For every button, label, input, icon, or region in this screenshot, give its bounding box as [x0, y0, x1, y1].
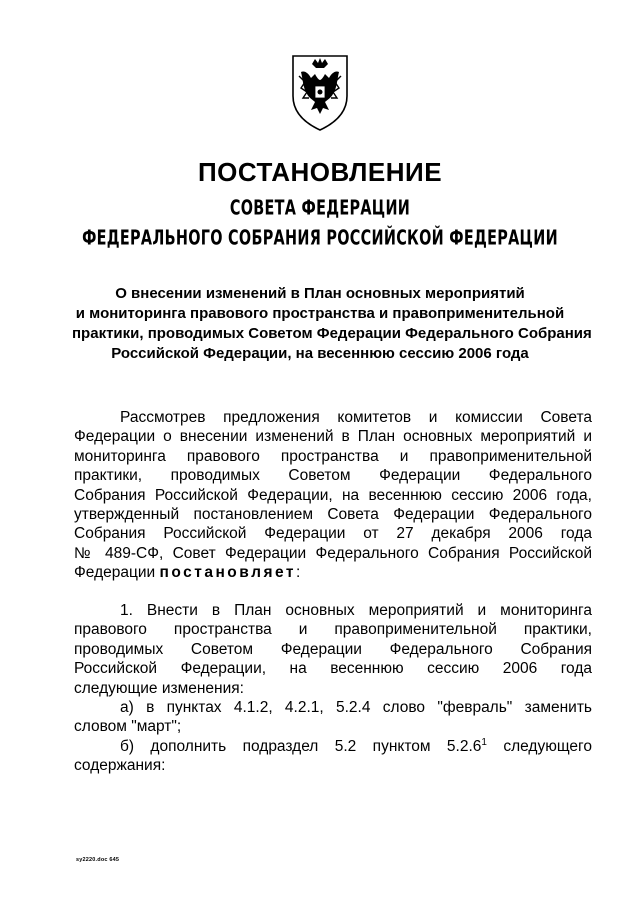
paragraph-line: практики, проводимых Советом Федерации Федерального	[74, 467, 592, 485]
paragraph-line: Рассмотрев предложения комитетов и комиссии Совета	[120, 409, 592, 426]
paragraph-text: Федерации	[74, 564, 160, 582]
heading-line: практики, проводимых Советом Федерации Федерального Собрания	[72, 325, 592, 342]
paragraph-line: № 489-СФ, Совет Федерации Федерального Собрания Российской	[74, 544, 592, 562]
heading-line: Российской Федерации, на весеннюю сессию 2006 года	[111, 345, 529, 362]
item-1-paragraph	[74, 601, 592, 776]
paragraph-line: Собрания Российской Федерации от 27 декабря 2006 года	[74, 525, 592, 543]
heading-line: О внесении изменений в План основных мероприятий	[115, 285, 525, 302]
resolution-heading	[72, 284, 592, 364]
subitem-b-line: содержания:	[74, 757, 166, 775]
colon: :	[296, 564, 301, 582]
subitem-a-line: а) в пунктах 4.1.2, 4.2.1, 5.2.4 слово "февраль" заменить	[120, 698, 592, 716]
file-reference: sy2220.doc 645	[76, 857, 120, 863]
paragraph-line: проводимых Советом Федерации Федерального Собрания	[74, 640, 592, 658]
paragraph-line: 1. Внести в План основных мероприятий и мониторинга	[120, 602, 592, 619]
paragraph-line	[74, 563, 592, 582]
preamble-paragraph	[74, 408, 592, 583]
paragraph-line: следующие изменения:	[74, 679, 244, 697]
paragraph-line: Собрания Российской Федерации, на весеннюю сессию 2006 года,	[74, 486, 592, 504]
issuing-body-line1: СОВЕТА ФЕДЕРАЦИИ	[229, 195, 411, 220]
paragraph-line: Федерации о внесении изменений в План основных мероприятий и	[74, 428, 592, 446]
subitem-b-tail: следующего	[486, 737, 592, 755]
superscript: 1	[481, 736, 487, 748]
subitem-b-text: б) дополнить подраздел 5.2 пунктом 5.2.6	[120, 737, 482, 755]
resolves-word: постановляет	[159, 564, 296, 582]
coat-of-arms-icon	[287, 52, 353, 132]
subitem-b-line	[74, 737, 592, 756]
heading-line: и мониторинга правового пространства и правоприменительной	[75, 305, 565, 322]
paragraph-line: утвержденный постановлением Совета Федерации Федерального	[74, 505, 592, 523]
paragraph-line: правового пространства и правоприменительной практики,	[74, 621, 592, 639]
paragraph-line: мониторинга правового пространства и правоприменительной	[74, 447, 592, 465]
subitem-a-line: словом "март";	[74, 718, 182, 736]
issuing-body-line2: ФЕДЕРАЛЬНОГО СОБРАНИЯ РОССИЙСКОЙ ФЕДЕРАЦИИ	[82, 225, 558, 250]
document-title: ПОСТАНОВЛЕНИЕ	[197, 157, 443, 187]
paragraph-line: Российской Федерации, на весеннюю сессию 2006 года	[74, 660, 592, 678]
